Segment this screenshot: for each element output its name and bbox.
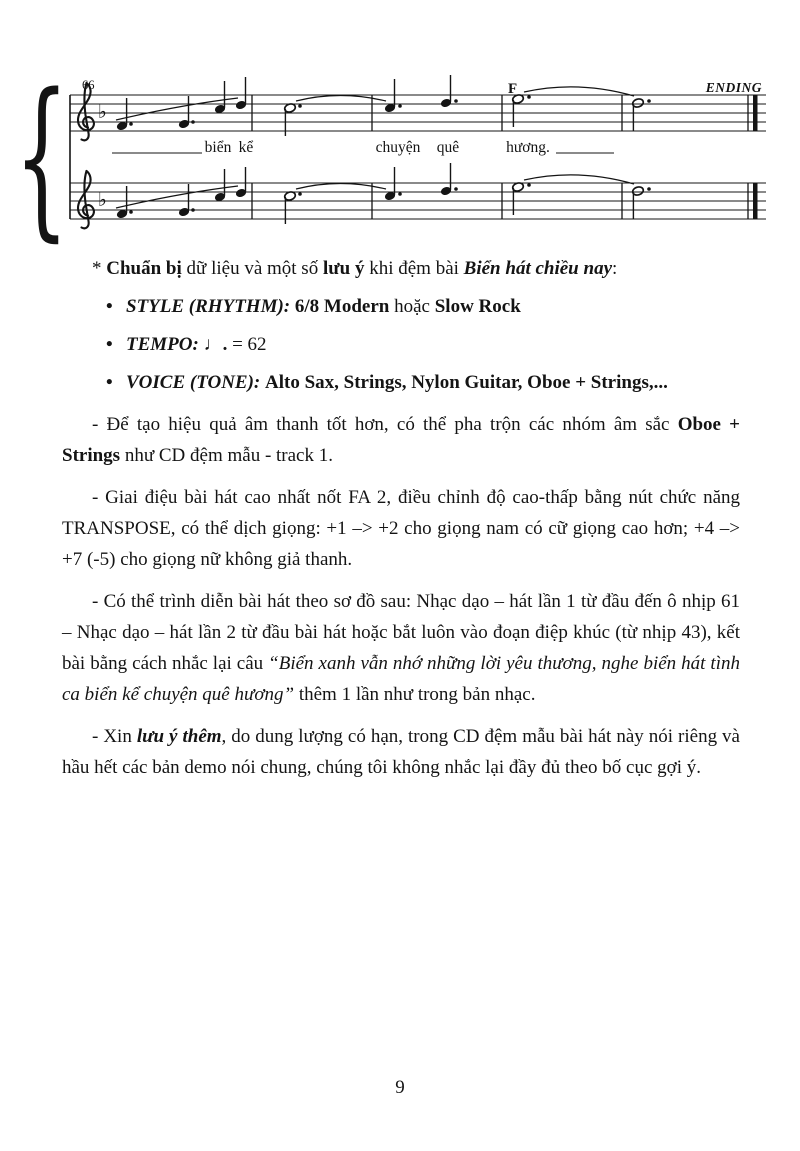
lyric-syllable: quê (436, 139, 460, 156)
settings-bullet-list (62, 292, 740, 399)
paragraph-performance-plan: - Có thể trình diễn bài hát theo sơ đồ sau: Nhạc dạo – hát lần 1 từ đầu đến ô nhịp 61 – Nhạc dạo – hát lần 2 từ đầu bài hát hoặc bắt luôn vào đoạn điệp khúc (từ nhịp 43), kết bài bằng cách nhắc lại câu “Biển xanh vẫn nhớ những lời yêu thương, nghe biển hát tình ca biển kể chuyện quê hương” thêm 1 lần như trong bản nhạc. (62, 590, 740, 705)
staff-top (70, 95, 766, 131)
flat-sign-icon: ♭ (98, 101, 107, 123)
system-brace-icon (14, 58, 69, 248)
bullet-style (106, 292, 740, 323)
final-barline-bottom (753, 183, 758, 219)
bullet-tempo-text: TEMPO: ♩. = 62 (126, 333, 267, 355)
staff-bottom (70, 183, 766, 219)
intro-line: * Chuẩn bị dữ liệu và một số lưu ý khi đệm bài Biển hát chiều nay: (92, 258, 618, 279)
lyric-syllable: kể (238, 139, 254, 156)
paragraph-transpose: - Giai điệu bài hát cao nhất nốt FA 2, điều chỉnh độ cao-thấp bằng nút chức năng TRANSPOSE, có thể dịch giọng: +1 –> +2 cho giọng nam có cữ giọng cao hơn; +4 –> +7 (-5) cho giọng nữ không giả thanh. (62, 486, 740, 570)
ending-label: ENDING (705, 80, 762, 95)
bullet-marker: • (106, 371, 113, 393)
lyric-syllable: chuyện (375, 139, 421, 156)
bullet-style-text: STYLE (RHYTHM): 6/8 Modern hoặc Slow Rock (126, 295, 521, 317)
treble-clef-icon (78, 171, 94, 228)
bullet-tempo (106, 330, 740, 361)
lyric-syllable: biển (204, 139, 232, 156)
paragraph-sound-mix: - Để tạo hiệu quả âm thanh tốt hơn, có thể pha trộn các nhóm âm sắc Oboe + Strings như CD đệm mẫu - track 1. (62, 413, 740, 466)
paragraph-note: - Xin lưu ý thêm, do dung lượng có hạn, trong CD đệm mẫu bài hát này nói riêng và hầu hết các bản demo nói chung, chúng tôi không nhắc lại đầy đủ theo bố cục gợi ý. (62, 725, 740, 778)
bullet-marker: • (106, 295, 113, 317)
chord-symbol: F (508, 81, 518, 97)
measure-number: 66 (82, 78, 95, 92)
notes-top (116, 75, 651, 136)
svg-text:{: { (14, 58, 69, 248)
page-number: 9 (395, 1077, 405, 1098)
bullet-marker: • (106, 333, 113, 355)
bullet-voice-text: VOICE (TONE): Alto Sax, Strings, Nylon Guitar, Oboe + Strings,... (126, 371, 668, 393)
sheet-music-system (0, 0, 800, 248)
bullet-voice (106, 368, 740, 399)
lyric-syllable: hương. (506, 139, 550, 156)
flat-sign-icon: ♭ (98, 189, 107, 211)
notes-bottom (116, 163, 651, 224)
final-barline-top (753, 95, 758, 131)
instructions-text (62, 254, 740, 795)
lyrics-line (112, 139, 614, 156)
